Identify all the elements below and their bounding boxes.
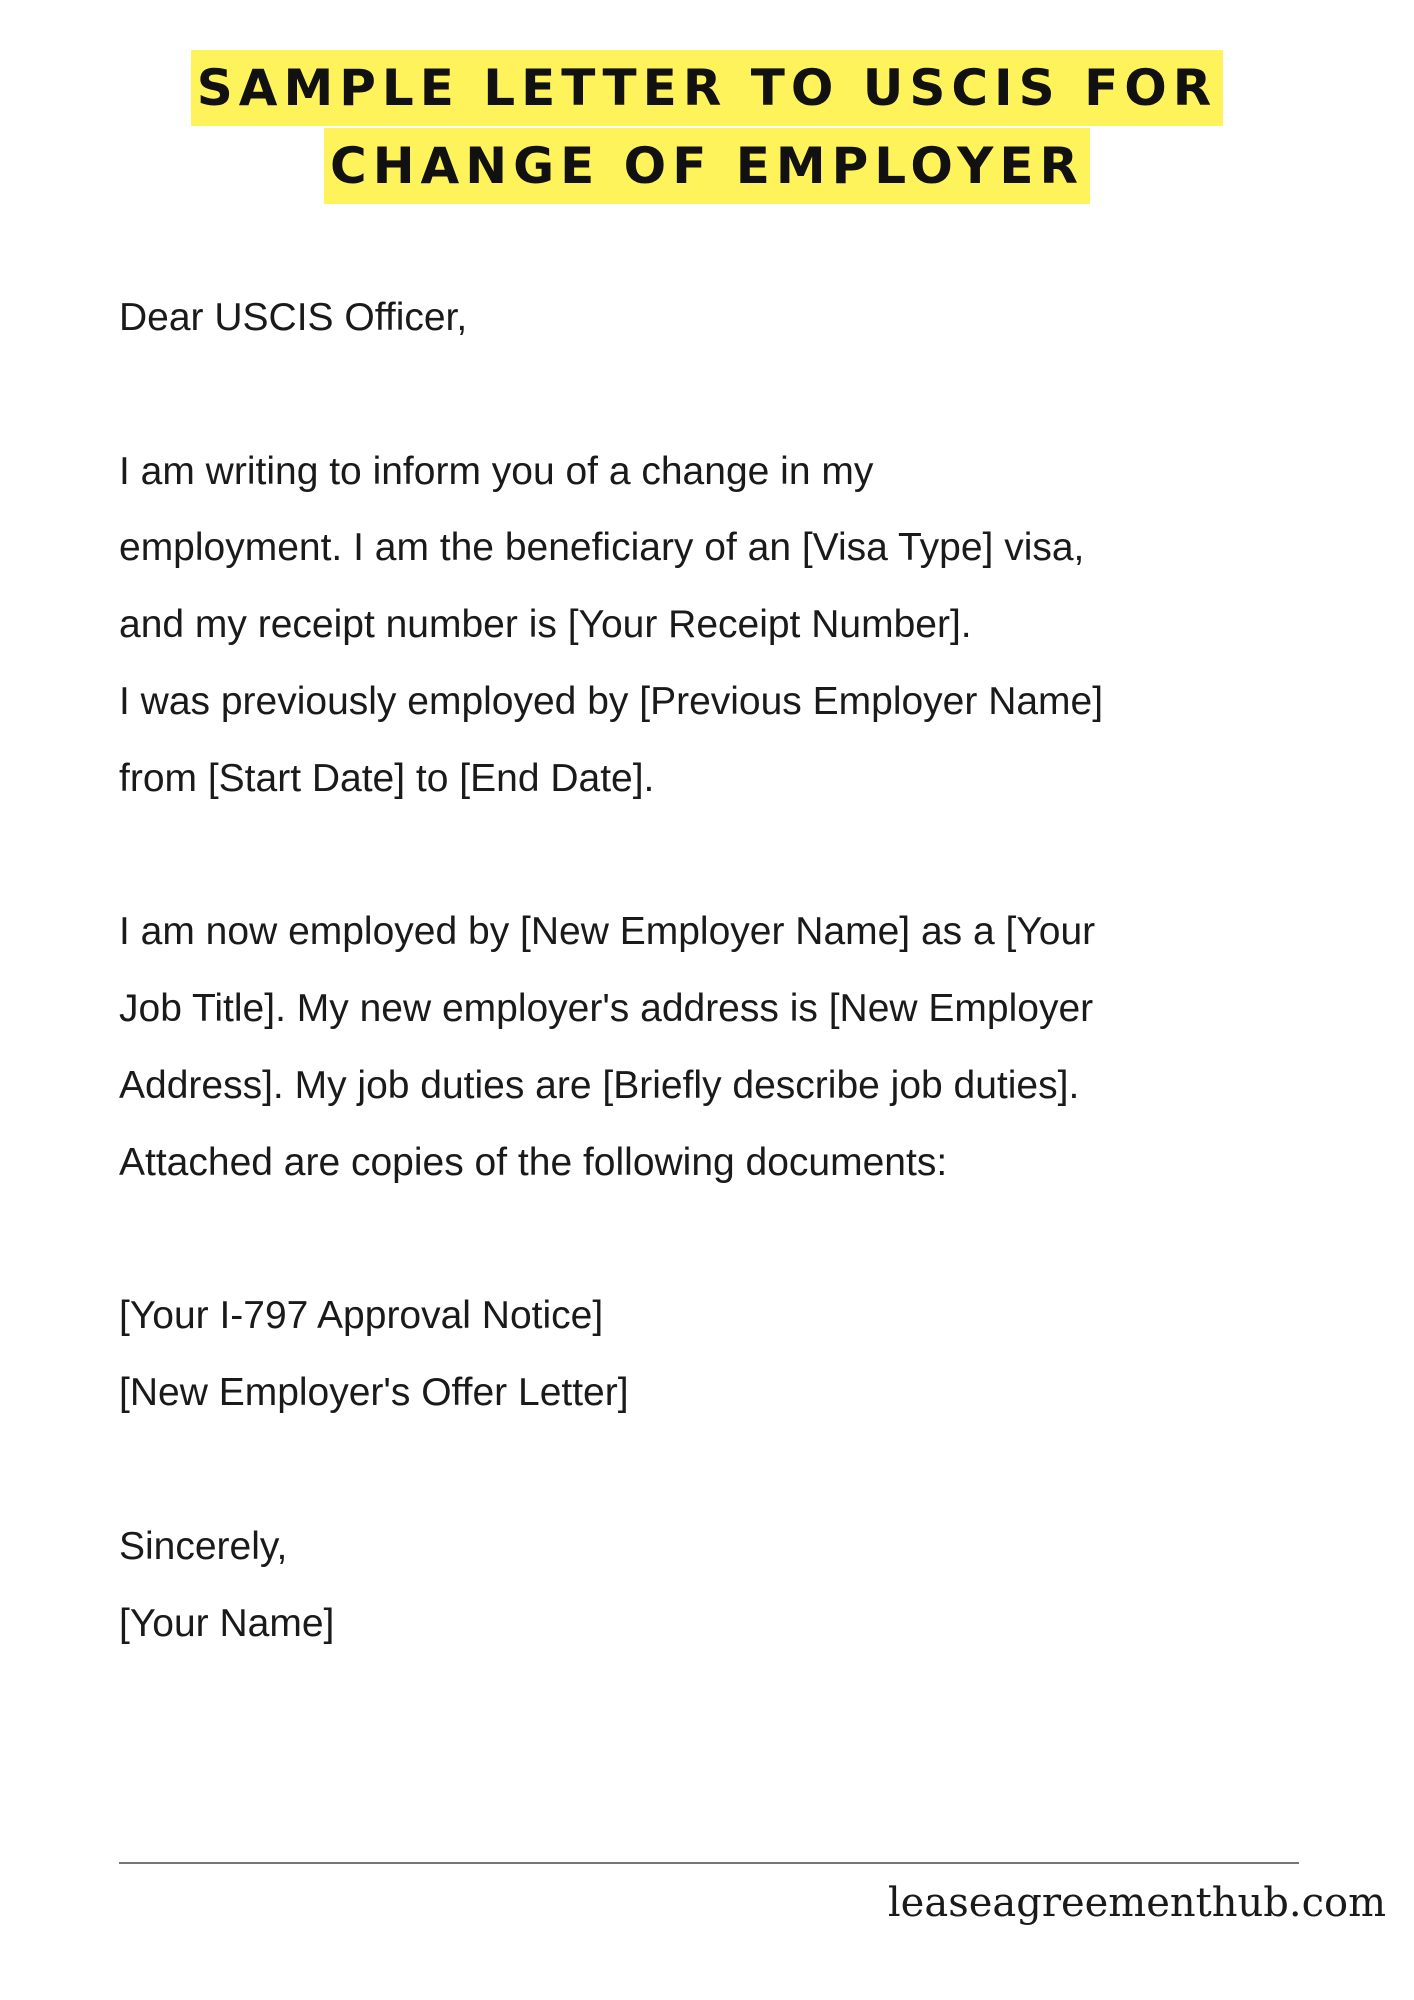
- spacer: [119, 818, 1349, 895]
- paragraph-2-line: I am now employed by [New Employer Name] as a [Your: [119, 910, 1096, 954]
- document-item: [New Employer's Offer Letter]: [119, 1371, 629, 1415]
- footer-site-name: leaseagreementhub.com: [887, 1880, 1386, 1926]
- closing: Sincerely,: [119, 1524, 288, 1568]
- signature: [Your Name]: [119, 1601, 335, 1645]
- spacer: [119, 357, 1349, 434]
- paragraph-2-line: Attached are copies of the following documents:: [119, 1140, 948, 1184]
- title-line-2: CHANGE OF EMPLOYER: [324, 128, 1090, 204]
- paragraph-1-line: and my receipt number is [Your Receipt Number].: [119, 603, 972, 647]
- salutation: Dear USCIS Officer,: [119, 296, 468, 339]
- page-title: [0, 50, 1414, 204]
- paragraph-2-line: Address]. My job duties are [Briefly describe job duties].: [119, 1063, 1080, 1107]
- title-line-1: SAMPLE LETTER TO USCIS FOR: [191, 50, 1223, 126]
- paragraph-2-line: Job Title]. My new employer's address is [New Employer: [119, 987, 1094, 1031]
- paragraph-1-line: I was previously employed by [Previous Employer Name]: [119, 679, 1104, 723]
- paragraph-1-line: employment. I am the beneficiary of an [Visa Type] visa,: [119, 526, 1085, 570]
- paragraph-1: [119, 434, 1349, 818]
- spacer: [119, 1432, 1349, 1509]
- footer-divider: [119, 1862, 1299, 1864]
- paragraph-2: [119, 894, 1349, 1201]
- document-item: [Your I-797 Approval Notice]: [119, 1294, 604, 1338]
- paragraph-1-line: I am writing to inform you of a change in my: [119, 449, 874, 493]
- documents-list: [119, 1278, 1349, 1432]
- letter-body: [119, 280, 1349, 1662]
- paragraph-1-line: from [Start Date] to [End Date].: [119, 756, 655, 800]
- spacer: [119, 1202, 1349, 1279]
